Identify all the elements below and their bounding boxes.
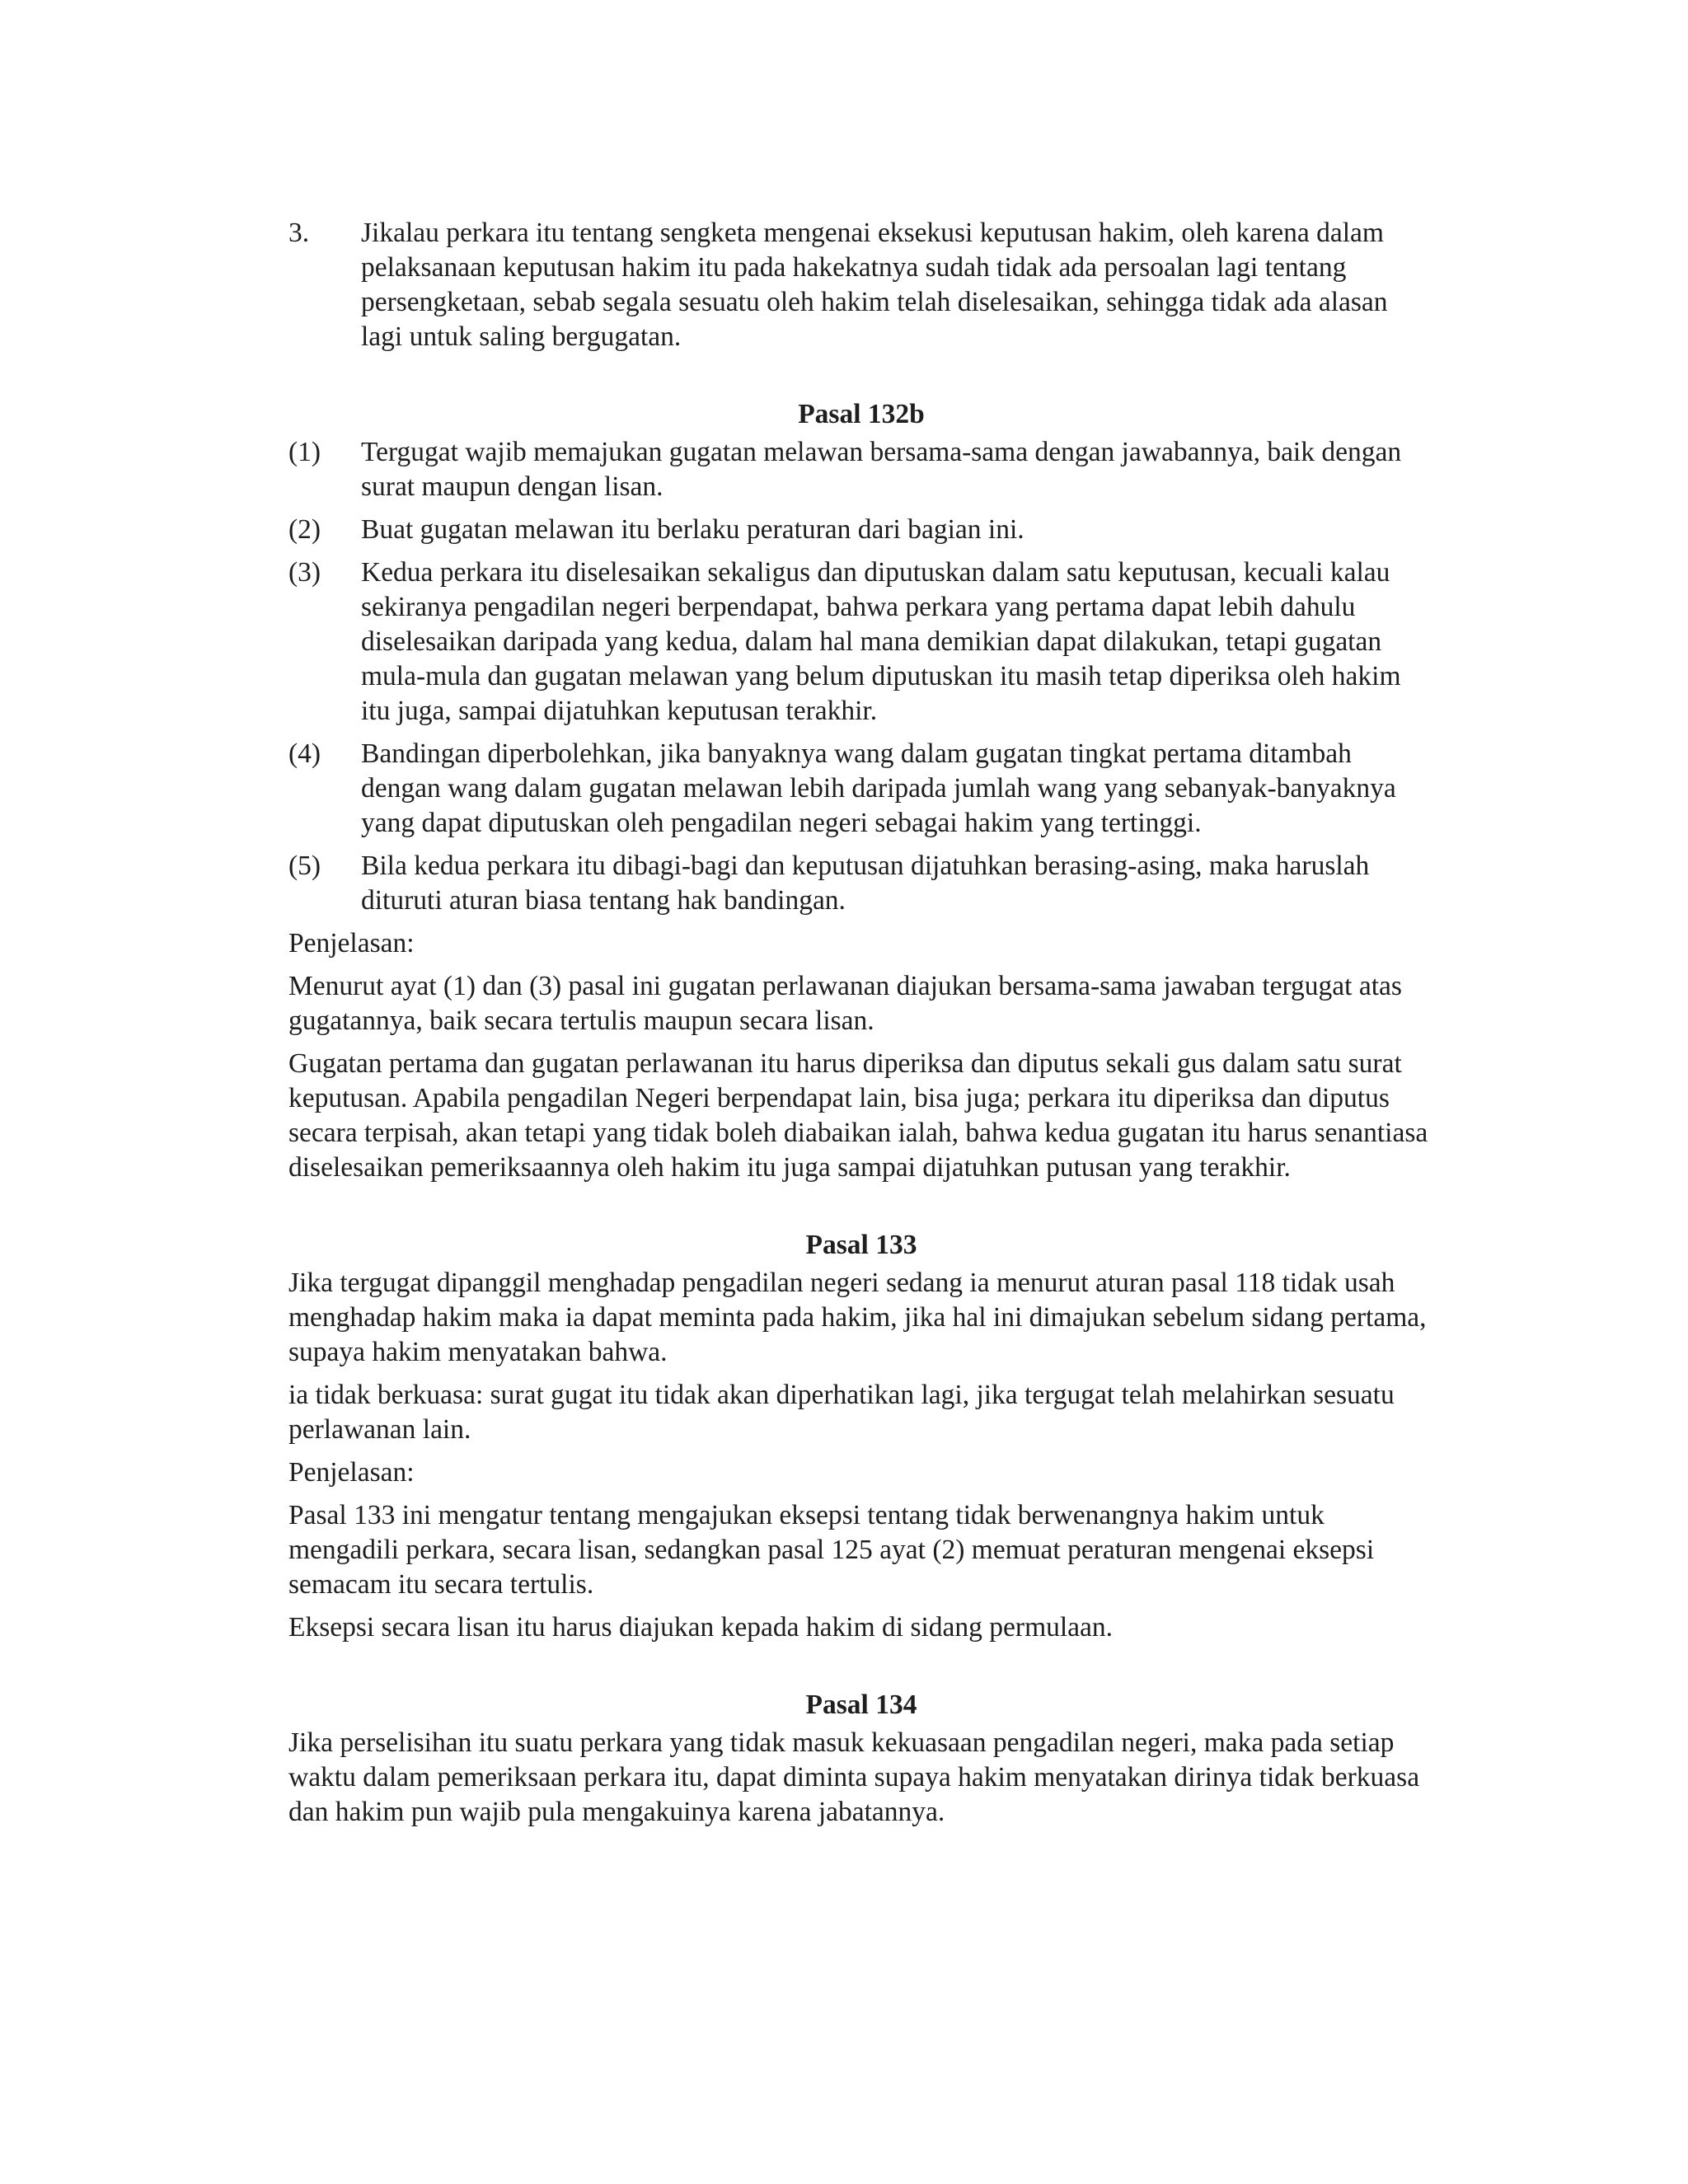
intro-list-item <box>288 216 1434 354</box>
section-title: Pasal 132b <box>798 399 925 429</box>
list-item <box>288 849 1434 918</box>
body-paragraph: Jika tergugat dipanggil menghadap pengadilan negeri sedang ia menurut aturan pasal 118 tidak usah menghadap hakim maka ia dapat meminta pada hakim, jika hal ini dimajukan sebelum sidang pertama, supaya hakim menyatakan bahwa. <box>288 1268 1427 1367</box>
section-gap <box>288 1653 1434 1688</box>
item-text: Buat gugatan melawan itu berlaku peraturan dari bagian ini. <box>361 514 1025 545</box>
item-number: (1) <box>288 437 321 467</box>
document-page <box>288 216 1434 1838</box>
section-title: Pasal 133 <box>805 1230 917 1260</box>
item-number: (2) <box>288 514 321 545</box>
item-number: 3. <box>288 218 310 248</box>
body-paragraph: ia tidak berkuasa: surat gugat itu tidak akan diperhatikan lagi, jika tergugat telah melahirkan sesuatu perlawanan lain. <box>288 1380 1395 1445</box>
item-text: Bila kedua perkara itu dibagi-bagi dan keputusan dijatuhkan berasing-asing, maka haruslah dituruti aturan biasa tentang hak bandingan. <box>361 851 1370 916</box>
section-gap <box>288 363 1434 397</box>
body-paragraph: Jika perselisihan itu suatu perkara yang tidak masuk kekuasaan pengadilan negeri, maka pada setiap waktu dalam pemeriksaan perkara itu, dapat diminta supaya hakim menyatakan dirinya tidak berkuasa dan hakim pun wajib pula mengakuinya karena jabatannya. <box>288 1727 1420 1827</box>
item-text: Tergugat wajib memajukan gugatan melawan bersama-sama dengan jawabannya, baik dengan surat maupun dengan lisan. <box>361 437 1402 502</box>
explanation-label: Penjelasan: <box>288 1457 415 1488</box>
list-item <box>288 555 1434 729</box>
explanation-paragraph: Menurut ayat (1) dan (3) pasal ini gugatan perlawanan diajukan bersama-sama jawaban tergugat atas gugatannya, baik secara tertulis maupun secara lisan. <box>288 971 1402 1036</box>
section-pasal-134 <box>288 1688 1434 1830</box>
item-number: (3) <box>288 557 321 588</box>
section-pasal-133 <box>288 1228 1434 1645</box>
list-item <box>288 737 1434 841</box>
item-text: Jikalau perkara itu tentang sengketa mengenai eksekusi keputusan hakim, oleh karena dalam pelaksanaan keputusan hakim itu pada hakekatnya sudah tidak ada persoalan lagi tentang persengketaan, sebab segala sesuatu oleh hakim telah diselesaikan, sehingga tidak ada alasan lagi untuk saling bergugatan. <box>361 218 1388 352</box>
list-item <box>288 435 1434 504</box>
section-title: Pasal 134 <box>805 1690 917 1720</box>
section-gap <box>288 1193 1434 1228</box>
explanation-label: Penjelasan: <box>288 928 415 958</box>
item-number: (5) <box>288 851 321 881</box>
item-text: Bandingan diperbolehkan, jika banyaknya wang dalam gugatan tingkat pertama ditambah dengan wang dalam gugatan melawan lebih daripada jumlah wang yang sebanyak-banyaknya yang dapat diputuskan oleh pengadilan negeri sebagai hakim yang tertinggi. <box>361 738 1396 838</box>
explanation-paragraph: Pasal 133 ini mengatur tentang mengajukan eksepsi tentang tidak berwenangnya hakim untuk mengadili perkara, secara lisan, sedangkan pasal 125 ayat (2) memuat peraturan mengenai eksepsi semacam itu secara tertulis. <box>288 1500 1375 1600</box>
item-number: (4) <box>288 738 321 769</box>
section-pasal-132b <box>288 397 1434 1185</box>
list-item <box>288 513 1434 547</box>
item-text: Kedua perkara itu diselesaikan sekaligus dan diputuskan dalam satu keputusan, kecuali kalau sekiranya pengadilan negeri berpendapat, bahwa perkara yang pertama dapat lebih dahulu diselesaikan daripada yang kedua, dalam hal mana demikian dapat dilakukan, tetapi gugatan mula-mula dan gugatan melawan yang belum diputuskan itu masih tetap diperiksa oleh hakim itu juga, sampai dijatuhkan keputusan terakhir. <box>361 557 1401 726</box>
explanation-paragraph: Eksepsi secara lisan itu harus diajukan kepada hakim di sidang permulaan. <box>288 1612 1114 1643</box>
explanation-paragraph: Gugatan pertama dan gugatan perlawanan itu harus diperiksa dan diputus sekali gus dalam satu surat keputusan. Apabila pengadilan Negeri berpendapat lain, bisa juga; perkara itu diperiksa dan diputus secara terpisah, akan tetapi yang tidak boleh diabaikan ialah, bahwa kedua gugatan itu harus senantiasa diselesaikan pemeriksaannya oleh hakim itu juga sampai dijatuhkan putusan yang terakhir. <box>288 1048 1428 1183</box>
